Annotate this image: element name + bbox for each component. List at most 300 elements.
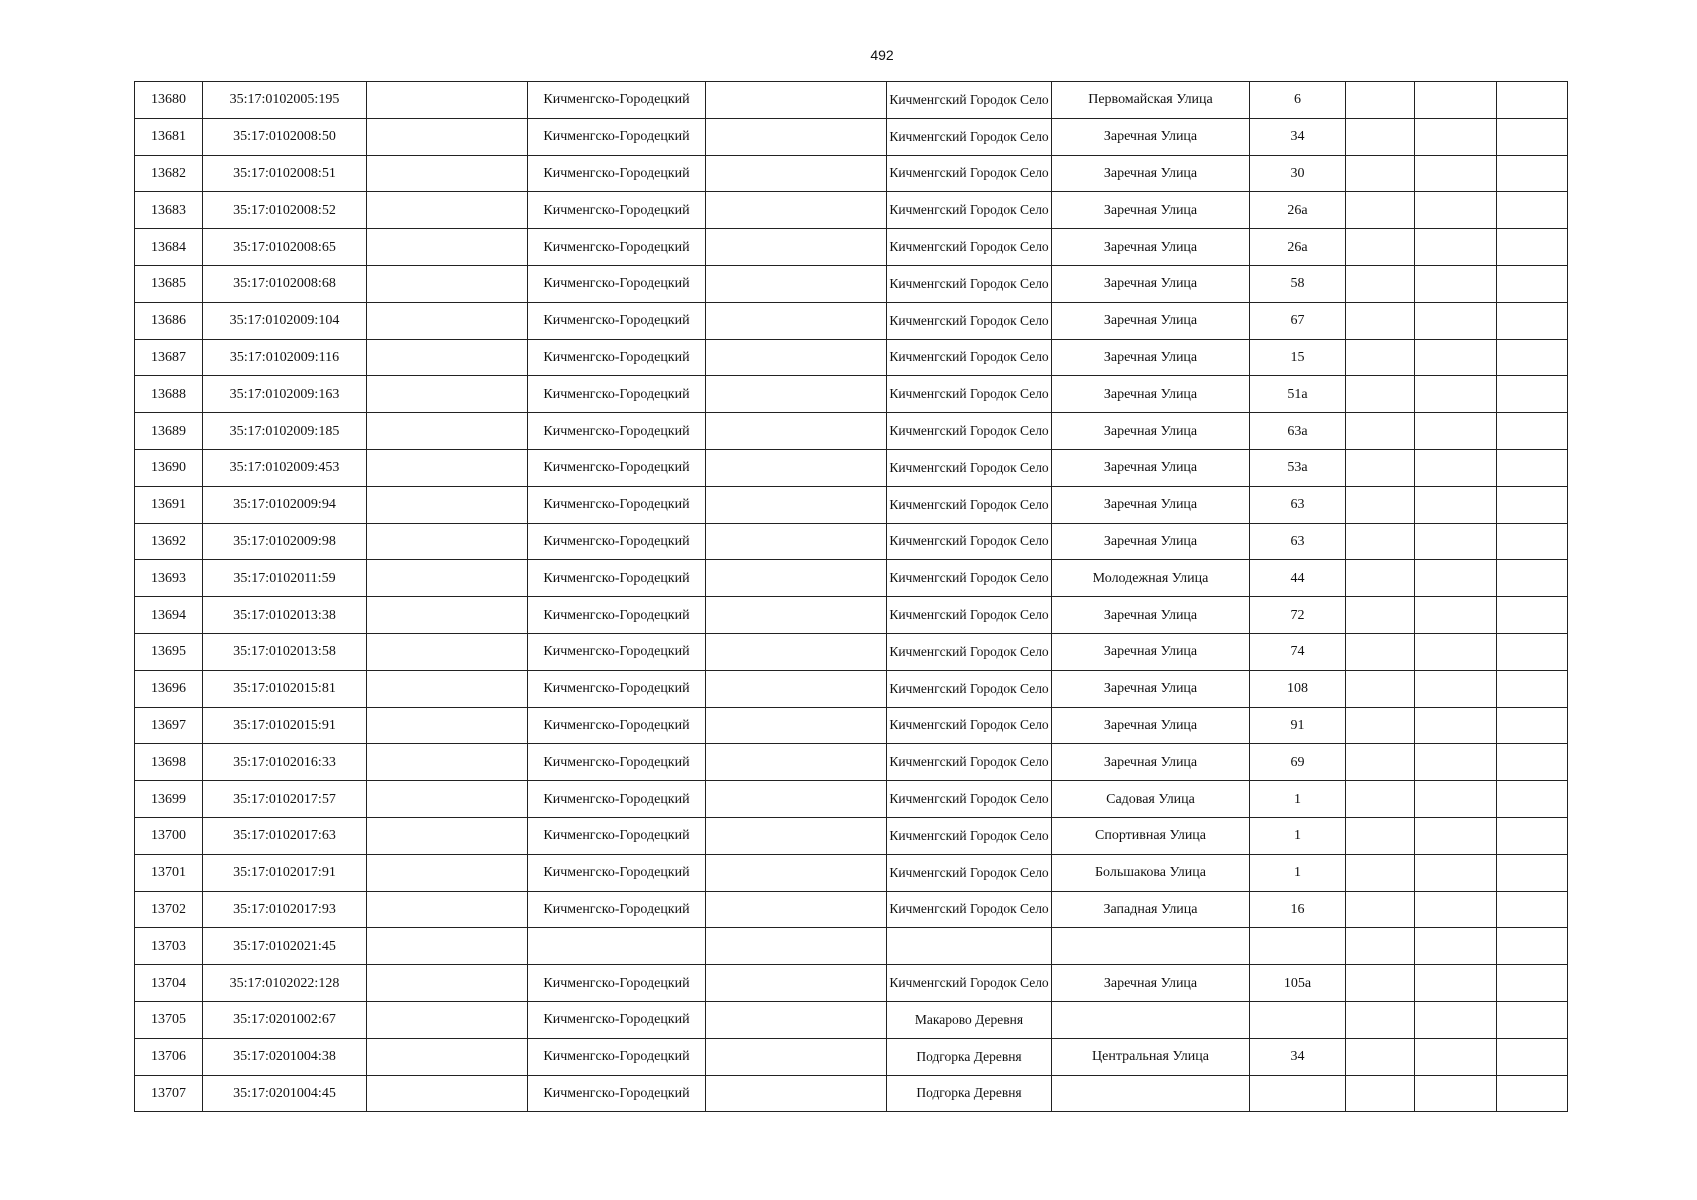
empty-cell [1346, 707, 1415, 744]
empty-cell [706, 486, 887, 523]
street-cell: Заречная Улица [1052, 707, 1250, 744]
record-number-cell: 13680 [135, 82, 203, 119]
street-cell: Заречная Улица [1052, 486, 1250, 523]
table-row [135, 560, 1568, 597]
house-number-cell: 67 [1250, 302, 1346, 339]
empty-cell [1497, 670, 1568, 707]
empty-cell [1346, 449, 1415, 486]
empty-cell [1415, 192, 1497, 229]
empty-cell [1497, 928, 1568, 965]
district-cell: Кичменгско-Городецкий [528, 854, 706, 891]
district-cell: Кичменгско-Городецкий [528, 1038, 706, 1075]
locality-cell: Кичменгский Городок Село [887, 413, 1052, 450]
empty-cell [706, 1038, 887, 1075]
locality-cell: Макарово Деревня [887, 1001, 1052, 1038]
empty-cell [1415, 1038, 1497, 1075]
empty-cell [1415, 928, 1497, 965]
record-number-cell: 13703 [135, 928, 203, 965]
cadastral-number-cell: 35:17:0201002:67 [203, 1001, 367, 1038]
empty-cell [1497, 1038, 1568, 1075]
empty-cell [1346, 744, 1415, 781]
empty-cell [706, 633, 887, 670]
street-cell: Спортивная Улица [1052, 817, 1250, 854]
house-number-cell [1250, 1075, 1346, 1112]
record-number-cell: 13698 [135, 744, 203, 781]
house-number-cell: 72 [1250, 597, 1346, 634]
empty-cell [706, 928, 887, 965]
locality-cell: Кичменгский Городок Село [887, 891, 1052, 928]
table-row [135, 744, 1568, 781]
empty-cell [1415, 633, 1497, 670]
house-number-cell: 108 [1250, 670, 1346, 707]
empty-cell [1346, 523, 1415, 560]
street-cell [1052, 1075, 1250, 1112]
empty-cell [706, 82, 887, 119]
street-cell: Заречная Улица [1052, 965, 1250, 1002]
empty-cell [367, 413, 528, 450]
locality-cell: Кичменгский Городок Село [887, 339, 1052, 376]
table-row [135, 449, 1568, 486]
house-number-cell: 69 [1250, 744, 1346, 781]
district-cell: Кичменгско-Городецкий [528, 560, 706, 597]
district-cell [528, 928, 706, 965]
empty-cell [367, 781, 528, 818]
empty-cell [1497, 817, 1568, 854]
table-row [135, 155, 1568, 192]
cadastral-number-cell: 35:17:0102009:453 [203, 449, 367, 486]
house-number-cell: 91 [1250, 707, 1346, 744]
record-number-cell: 13683 [135, 192, 203, 229]
street-cell: Заречная Улица [1052, 339, 1250, 376]
empty-cell [1346, 265, 1415, 302]
empty-cell [367, 560, 528, 597]
empty-cell [1346, 486, 1415, 523]
record-number-cell: 13706 [135, 1038, 203, 1075]
table-row [135, 339, 1568, 376]
empty-cell [1415, 376, 1497, 413]
district-cell: Кичменгско-Городецкий [528, 192, 706, 229]
house-number-cell: 26а [1250, 229, 1346, 266]
empty-cell [706, 965, 887, 1002]
empty-cell [367, 82, 528, 119]
empty-cell [706, 523, 887, 560]
house-number-cell: 1 [1250, 854, 1346, 891]
table-row [135, 670, 1568, 707]
table-row [135, 229, 1568, 266]
empty-cell [1497, 302, 1568, 339]
empty-cell [1346, 1001, 1415, 1038]
cadastral-number-cell: 35:17:0102017:63 [203, 817, 367, 854]
empty-cell [1497, 229, 1568, 266]
page-number: 492 [870, 47, 894, 63]
empty-cell [706, 670, 887, 707]
locality-cell: Подгорка Деревня [887, 1075, 1052, 1112]
empty-cell [1346, 560, 1415, 597]
table-row [135, 707, 1568, 744]
district-cell: Кичменгско-Городецкий [528, 229, 706, 266]
district-cell: Кичменгско-Городецкий [528, 891, 706, 928]
street-cell [1052, 928, 1250, 965]
cadastral-number-cell: 35:17:0102017:91 [203, 854, 367, 891]
district-cell: Кичменгско-Городецкий [528, 781, 706, 818]
district-cell: Кичменгско-Городецкий [528, 965, 706, 1002]
locality-cell: Кичменгский Городок Село [887, 854, 1052, 891]
empty-cell [1346, 670, 1415, 707]
record-number-cell: 13692 [135, 523, 203, 560]
district-cell: Кичменгско-Городецкий [528, 339, 706, 376]
empty-cell [1346, 302, 1415, 339]
record-number-cell: 13691 [135, 486, 203, 523]
empty-cell [367, 817, 528, 854]
record-number-cell: 13699 [135, 781, 203, 818]
street-cell: Заречная Улица [1052, 670, 1250, 707]
street-cell: Заречная Улица [1052, 413, 1250, 450]
street-cell: Заречная Улица [1052, 229, 1250, 266]
district-cell: Кичменгско-Городецкий [528, 449, 706, 486]
record-number-cell: 13682 [135, 155, 203, 192]
locality-cell: Кичменгский Городок Село [887, 229, 1052, 266]
cadastral-number-cell: 35:17:0102008:65 [203, 229, 367, 266]
empty-cell [367, 633, 528, 670]
empty-cell [1497, 560, 1568, 597]
locality-cell: Кичменгский Городок Село [887, 560, 1052, 597]
cadastral-number-cell: 35:17:0102008:52 [203, 192, 367, 229]
empty-cell [1415, 486, 1497, 523]
empty-cell [1415, 1001, 1497, 1038]
locality-cell: Кичменгский Городок Село [887, 82, 1052, 119]
empty-cell [367, 449, 528, 486]
empty-cell [706, 155, 887, 192]
cadastral-number-cell: 35:17:0102009:185 [203, 413, 367, 450]
cadastral-number-cell: 35:17:0102013:58 [203, 633, 367, 670]
cadastral-number-cell: 35:17:0102009:104 [203, 302, 367, 339]
street-cell: Заречная Улица [1052, 118, 1250, 155]
cadastral-number-cell: 35:17:0102021:45 [203, 928, 367, 965]
record-number-cell: 13687 [135, 339, 203, 376]
empty-cell [706, 744, 887, 781]
empty-cell [1346, 192, 1415, 229]
cadastral-number-cell: 35:17:0102015:81 [203, 670, 367, 707]
table-row [135, 891, 1568, 928]
empty-cell [1346, 155, 1415, 192]
cadastral-number-cell: 35:17:0102016:33 [203, 744, 367, 781]
table-row [135, 118, 1568, 155]
empty-cell [706, 449, 887, 486]
street-cell: Заречная Улица [1052, 376, 1250, 413]
empty-cell [367, 854, 528, 891]
empty-cell [706, 817, 887, 854]
locality-cell: Кичменгский Городок Село [887, 118, 1052, 155]
house-number-cell: 1 [1250, 817, 1346, 854]
house-number-cell: 26а [1250, 192, 1346, 229]
empty-cell [1415, 82, 1497, 119]
empty-cell [1497, 339, 1568, 376]
empty-cell [1497, 633, 1568, 670]
table-row [135, 376, 1568, 413]
locality-cell: Кичменгский Городок Село [887, 781, 1052, 818]
record-number-cell: 13689 [135, 413, 203, 450]
street-cell: Заречная Улица [1052, 744, 1250, 781]
locality-cell: Кичменгский Городок Село [887, 265, 1052, 302]
empty-cell [367, 265, 528, 302]
empty-cell [1497, 597, 1568, 634]
empty-cell [1497, 413, 1568, 450]
locality-cell: Кичменгский Городок Село [887, 192, 1052, 229]
empty-cell [1415, 413, 1497, 450]
empty-cell [706, 376, 887, 413]
house-number-cell: 74 [1250, 633, 1346, 670]
empty-cell [1346, 597, 1415, 634]
empty-cell [706, 265, 887, 302]
district-cell: Кичменгско-Городецкий [528, 670, 706, 707]
empty-cell [367, 928, 528, 965]
empty-cell [1346, 376, 1415, 413]
table-row [135, 192, 1568, 229]
street-cell [1052, 1001, 1250, 1038]
cadastral-number-cell: 35:17:0102008:68 [203, 265, 367, 302]
street-cell: Заречная Улица [1052, 449, 1250, 486]
house-number-cell: 30 [1250, 155, 1346, 192]
locality-cell: Кичменгский Городок Село [887, 523, 1052, 560]
empty-cell [1346, 817, 1415, 854]
empty-cell [706, 339, 887, 376]
house-number-cell [1250, 1001, 1346, 1038]
house-number-cell: 6 [1250, 82, 1346, 119]
district-cell: Кичменгско-Городецкий [528, 118, 706, 155]
empty-cell [1415, 670, 1497, 707]
district-cell: Кичменгско-Городецкий [528, 155, 706, 192]
empty-cell [706, 781, 887, 818]
district-cell: Кичменгско-Городецкий [528, 413, 706, 450]
street-cell: Заречная Улица [1052, 597, 1250, 634]
empty-cell [367, 1038, 528, 1075]
house-number-cell: 58 [1250, 265, 1346, 302]
cadastral-number-cell: 35:17:0102017:93 [203, 891, 367, 928]
empty-cell [1415, 155, 1497, 192]
locality-cell [887, 928, 1052, 965]
cadastral-number-cell: 35:17:0102009:163 [203, 376, 367, 413]
street-cell: Центральная Улица [1052, 1038, 1250, 1075]
registry-rows [135, 82, 1568, 1112]
record-number-cell: 13688 [135, 376, 203, 413]
empty-cell [1346, 1038, 1415, 1075]
street-cell: Первомайская Улица [1052, 82, 1250, 119]
empty-cell [1415, 597, 1497, 634]
district-cell: Кичменгско-Городецкий [528, 597, 706, 634]
empty-cell [1415, 1075, 1497, 1112]
empty-cell [1415, 744, 1497, 781]
record-number-cell: 13700 [135, 817, 203, 854]
empty-cell [1497, 486, 1568, 523]
cadastral-number-cell: 35:17:0102009:116 [203, 339, 367, 376]
record-number-cell: 13686 [135, 302, 203, 339]
table-row [135, 413, 1568, 450]
empty-cell [1415, 817, 1497, 854]
empty-cell [1415, 265, 1497, 302]
record-number-cell: 13684 [135, 229, 203, 266]
empty-cell [706, 192, 887, 229]
empty-cell [1346, 339, 1415, 376]
record-number-cell: 13707 [135, 1075, 203, 1112]
cadastral-number-cell: 35:17:0201004:38 [203, 1038, 367, 1075]
street-cell: Заречная Улица [1052, 155, 1250, 192]
empty-cell [367, 192, 528, 229]
record-number-cell: 13685 [135, 265, 203, 302]
street-cell: Заречная Улица [1052, 523, 1250, 560]
record-number-cell: 13690 [135, 449, 203, 486]
empty-cell [1497, 376, 1568, 413]
empty-cell [1497, 891, 1568, 928]
district-cell: Кичменгско-Городецкий [528, 633, 706, 670]
locality-cell: Кичменгский Городок Село [887, 633, 1052, 670]
empty-cell [367, 891, 528, 928]
empty-cell [367, 597, 528, 634]
empty-cell [706, 229, 887, 266]
cadastral-number-cell: 35:17:0201004:45 [203, 1075, 367, 1112]
empty-cell [367, 376, 528, 413]
table-row [135, 523, 1568, 560]
empty-cell [706, 560, 887, 597]
district-cell: Кичменгско-Городецкий [528, 1075, 706, 1112]
empty-cell [1346, 118, 1415, 155]
cadastral-number-cell: 35:17:0102011:59 [203, 560, 367, 597]
empty-cell [1497, 449, 1568, 486]
house-number-cell: 51а [1250, 376, 1346, 413]
empty-cell [1497, 265, 1568, 302]
empty-cell [1415, 560, 1497, 597]
house-number-cell: 63 [1250, 523, 1346, 560]
cadastral-number-cell: 35:17:0102022:128 [203, 965, 367, 1002]
record-number-cell: 13694 [135, 597, 203, 634]
empty-cell [706, 413, 887, 450]
record-number-cell: 13695 [135, 633, 203, 670]
empty-cell [367, 1001, 528, 1038]
house-number-cell [1250, 928, 1346, 965]
street-cell: Садовая Улица [1052, 781, 1250, 818]
empty-cell [1497, 192, 1568, 229]
house-number-cell: 105а [1250, 965, 1346, 1002]
empty-cell [1415, 854, 1497, 891]
street-cell: Молодежная Улица [1052, 560, 1250, 597]
empty-cell [1346, 413, 1415, 450]
empty-cell [367, 707, 528, 744]
house-number-cell: 34 [1250, 118, 1346, 155]
district-cell: Кичменгско-Городецкий [528, 744, 706, 781]
empty-cell [1497, 744, 1568, 781]
street-cell: Заречная Улица [1052, 302, 1250, 339]
cadastral-number-cell: 35:17:0102013:38 [203, 597, 367, 634]
street-cell: Большакова Улица [1052, 854, 1250, 891]
empty-cell [1415, 707, 1497, 744]
locality-cell: Кичменгский Городок Село [887, 155, 1052, 192]
record-number-cell: 13693 [135, 560, 203, 597]
record-number-cell: 13681 [135, 118, 203, 155]
empty-cell [1415, 891, 1497, 928]
record-number-cell: 13702 [135, 891, 203, 928]
empty-cell [1497, 155, 1568, 192]
table-row [135, 82, 1568, 119]
empty-cell [706, 118, 887, 155]
empty-cell [367, 486, 528, 523]
empty-cell [1497, 781, 1568, 818]
street-cell: Заречная Улица [1052, 265, 1250, 302]
empty-cell [367, 1075, 528, 1112]
table-row [135, 1075, 1568, 1112]
empty-cell [1346, 1075, 1415, 1112]
empty-cell [367, 229, 528, 266]
empty-cell [1497, 965, 1568, 1002]
cadastral-number-cell: 35:17:0102017:57 [203, 781, 367, 818]
locality-cell: Кичменгский Городок Село [887, 302, 1052, 339]
empty-cell [1415, 523, 1497, 560]
record-number-cell: 13696 [135, 670, 203, 707]
house-number-cell: 15 [1250, 339, 1346, 376]
table-row [135, 597, 1568, 634]
empty-cell [1415, 965, 1497, 1002]
empty-cell [706, 854, 887, 891]
locality-cell: Кичменгский Городок Село [887, 965, 1052, 1002]
house-number-cell: 63 [1250, 486, 1346, 523]
empty-cell [1346, 854, 1415, 891]
street-cell: Заречная Улица [1052, 633, 1250, 670]
empty-cell [706, 302, 887, 339]
empty-cell [1497, 82, 1568, 119]
empty-cell [1497, 118, 1568, 155]
record-number-cell: 13705 [135, 1001, 203, 1038]
empty-cell [367, 744, 528, 781]
empty-cell [1415, 229, 1497, 266]
district-cell: Кичменгско-Городецкий [528, 82, 706, 119]
empty-cell [706, 597, 887, 634]
empty-cell [1497, 707, 1568, 744]
locality-cell: Кичменгский Городок Село [887, 597, 1052, 634]
cadastral-number-cell: 35:17:0102009:98 [203, 523, 367, 560]
empty-cell [1346, 633, 1415, 670]
cadastral-number-cell: 35:17:0102008:51 [203, 155, 367, 192]
house-number-cell: 16 [1250, 891, 1346, 928]
registry-table [134, 81, 1568, 1112]
empty-cell [367, 670, 528, 707]
record-number-cell: 13704 [135, 965, 203, 1002]
empty-cell [706, 707, 887, 744]
locality-cell: Кичменгский Городок Село [887, 744, 1052, 781]
house-number-cell: 34 [1250, 1038, 1346, 1075]
empty-cell [1497, 854, 1568, 891]
table-row [135, 633, 1568, 670]
empty-cell [367, 523, 528, 560]
cadastral-number-cell: 35:17:0102005:195 [203, 82, 367, 119]
empty-cell [1415, 339, 1497, 376]
cadastral-number-cell: 35:17:0102009:94 [203, 486, 367, 523]
district-cell: Кичменгско-Городецкий [528, 707, 706, 744]
empty-cell [1346, 82, 1415, 119]
street-cell: Западная Улица [1052, 891, 1250, 928]
district-cell: Кичменгско-Городецкий [528, 817, 706, 854]
empty-cell [1415, 449, 1497, 486]
district-cell: Кичменгско-Городецкий [528, 523, 706, 560]
empty-cell [1415, 118, 1497, 155]
table-row [135, 817, 1568, 854]
table-row [135, 486, 1568, 523]
empty-cell [1415, 781, 1497, 818]
empty-cell [706, 1075, 887, 1112]
table-row [135, 928, 1568, 965]
record-number-cell: 13697 [135, 707, 203, 744]
house-number-cell: 53а [1250, 449, 1346, 486]
empty-cell [1346, 891, 1415, 928]
empty-cell [367, 965, 528, 1002]
cadastral-number-cell: 35:17:0102008:50 [203, 118, 367, 155]
